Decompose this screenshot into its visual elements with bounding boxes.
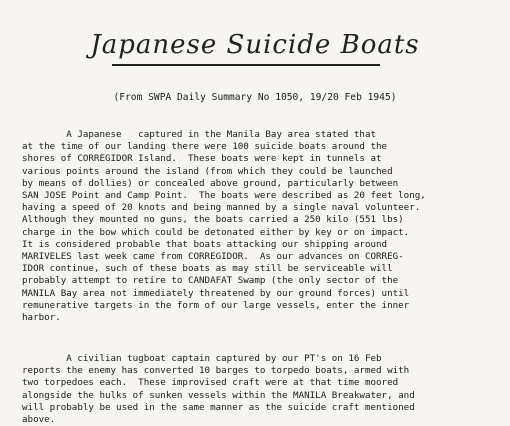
paragraph-line: shores of CORREGIDOR Island. These boats were kept in tunnels at bbox=[22, 153, 382, 165]
paragraph-line: SAN JOSE Point and Camp Point. The boats were described as 20 feet long, bbox=[22, 190, 426, 202]
paragraph-line: alongside the hulks of sunken vessels within the MANILA Breakwater, and bbox=[22, 389, 415, 401]
paragraph-line: IDOR continue, such of these boats as may still be serviceable will bbox=[22, 263, 393, 275]
paragraph-line: various points around the island (from which they could be launched bbox=[22, 165, 393, 177]
paragraph-line: MARIVELES last week came from CORREGIDOR. As our advances on CORREG- bbox=[22, 251, 404, 263]
paragraph-1 bbox=[22, 129, 502, 324]
title-underline bbox=[112, 64, 380, 66]
paragraph-line: having a speed of 20 knots and being manned by a single naval volunteer. bbox=[22, 202, 421, 214]
source-line: (From SWPA Daily Summary No 1050, 19/20 Feb 1945) bbox=[113, 92, 397, 103]
document-title: Japanese Suicide Boats bbox=[90, 30, 420, 60]
paragraph-line: above. bbox=[22, 414, 56, 426]
paragraph-line: remunerative targets in the form of our large vessels, enter the inner bbox=[22, 299, 410, 311]
paragraph-line: Although they mounted no guns, the boats carried a 250 kilo (551 lbs) bbox=[22, 214, 404, 226]
paragraph-line: probably attempt to retire to CANDAFAT Swamp (the only sector of the bbox=[22, 275, 399, 287]
paragraph-line: harbor. bbox=[22, 312, 61, 324]
paragraph-line: two torpedoes each. These improvised craft were at that time moored bbox=[22, 377, 399, 389]
paragraph-line: reports the enemy has converted 10 barges to torpedo boats, armed with bbox=[22, 365, 410, 377]
paragraph-line: A civilian tugboat captain captured by our PT's on 16 Feb bbox=[22, 353, 382, 364]
paragraph-line: at the time of our landing there were 100 suicide boats around the bbox=[22, 141, 388, 153]
paragraph-line: It is considered probable that boats attacking our shipping around bbox=[22, 238, 388, 250]
paragraph-line: MANILA Bay area not immediately threatened by our ground forces) until bbox=[22, 287, 410, 299]
paragraph-line: will probably be used in the same manner as the suicide craft mentioned bbox=[22, 401, 415, 413]
paragraph-line: by means of dollies) or concealed above ground, particularly between bbox=[22, 177, 399, 189]
paragraph-line: charge in the bow which could be detonated either by key or on impact. bbox=[22, 226, 410, 238]
paragraph-line: A Japanese captured in the Manila Bay area stated that bbox=[22, 129, 377, 140]
paragraph-2 bbox=[22, 353, 502, 426]
